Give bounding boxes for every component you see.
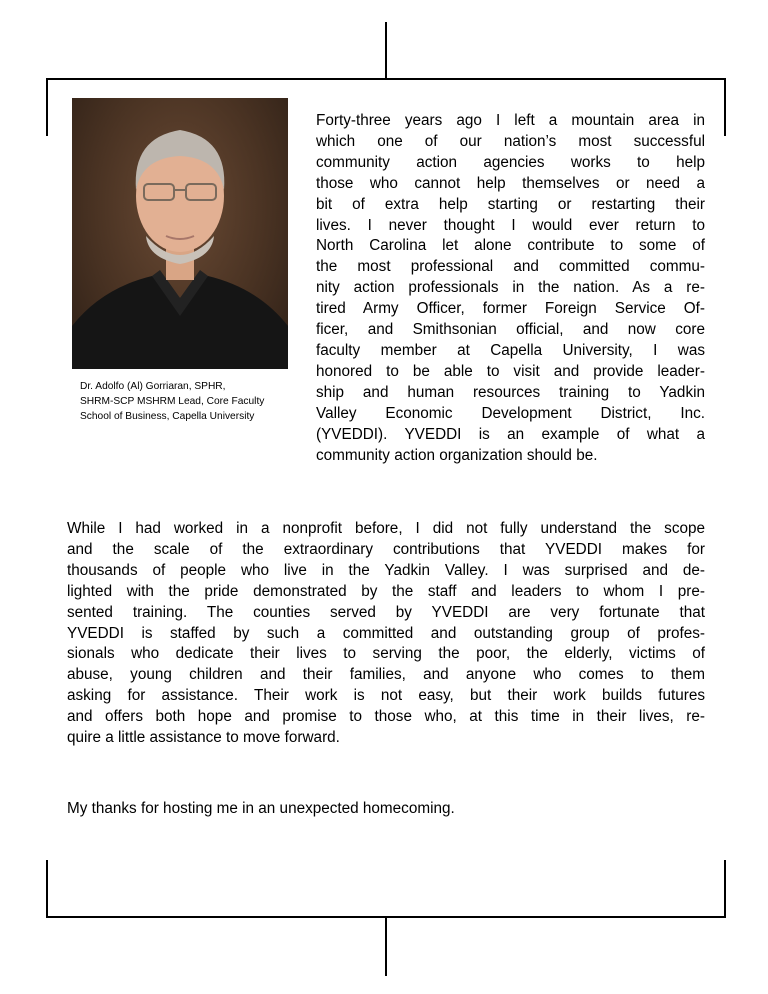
portrait-photo xyxy=(72,98,288,369)
intro-line: lives. I never thought I would ever return to xyxy=(316,216,705,234)
body-line: lighted with the pride demonstrated by the staff and leaders to whom I pre- xyxy=(67,582,705,600)
body-line: quire a little assistance to move forward. xyxy=(67,729,340,747)
top-left-corner xyxy=(46,78,48,136)
bottom-right-corner xyxy=(724,860,726,918)
intro-line: tired Army Officer, former Foreign Service Of- xyxy=(316,300,705,318)
intro-line: (YVEDDI). YVEDDI is an example of what a xyxy=(316,425,705,443)
intro-line: those who cannot help themselves or need a xyxy=(316,174,705,192)
intro-line: Valley Economic Development District, Inc. xyxy=(316,404,705,422)
intro-line: nity action professionals in the nation. As a re- xyxy=(316,279,705,297)
bottom-center-tick xyxy=(385,916,387,976)
intro-line: which one of our nation’s most successful xyxy=(316,132,705,150)
body-line: While I had worked in a nonprofit before, I did not fully understand the scope xyxy=(67,520,705,537)
closing-paragraph: My thanks for hosting me in an unexpected homecoming. xyxy=(67,800,455,817)
intro-line: faculty member at Capella University, I was xyxy=(316,341,705,359)
bottom-left-corner xyxy=(46,860,48,918)
body-line: sionals who dedicate their lives to serving the poor, the elderly, victims of xyxy=(67,645,705,663)
top-center-tick xyxy=(385,22,387,79)
body-line: and offers both hope and promise to those who, at this time in their lives, re- xyxy=(67,708,705,726)
body-line: sented training. The counties served by YVEDDI are very fortunate that xyxy=(67,603,705,621)
intro-line: bit of extra help starting or restarting their xyxy=(316,195,705,213)
body-line: YVEDDI is staffed by such a committed and outstanding group of profes- xyxy=(67,624,705,642)
portrait-illustration xyxy=(72,98,288,369)
body-line: and the scale of the extraordinary contributions that YVEDDI makes for xyxy=(67,540,705,558)
portrait-caption xyxy=(80,379,295,424)
top-right-corner xyxy=(724,78,726,136)
intro-line: community action organization should be. xyxy=(316,446,598,464)
intro-line: North Carolina let alone contribute to some of xyxy=(316,237,705,255)
intro-line: ship and human resources training to Yadkin xyxy=(316,383,705,401)
intro-line: honored to be able to visit and provide leader- xyxy=(316,362,705,380)
caption-line: Dr. Adolfo (Al) Gorriaran, SPHR, xyxy=(80,381,226,392)
body-line: asking for assistance. Their work is not easy, but their work builds futures xyxy=(67,687,705,705)
intro-line: Forty-three years ago I left a mountain area in xyxy=(316,112,705,129)
caption-line: SHRM-SCP MSHRM Lead, Core Faculty xyxy=(80,396,265,407)
body-line: abuse, young children and their families, and anyone who comes to them xyxy=(67,666,705,684)
intro-paragraph xyxy=(316,111,705,466)
body-line: thousands of people who live in the Yadkin Valley. I was surprised and de- xyxy=(67,561,705,579)
intro-line: community action agencies works to help xyxy=(316,153,705,171)
intro-line: ficer, and Smithsonian official, and now core xyxy=(316,321,705,339)
intro-line: the most professional and committed commu- xyxy=(316,258,705,276)
caption-line: School of Business, Capella University xyxy=(80,411,255,422)
body-paragraph xyxy=(67,519,705,749)
